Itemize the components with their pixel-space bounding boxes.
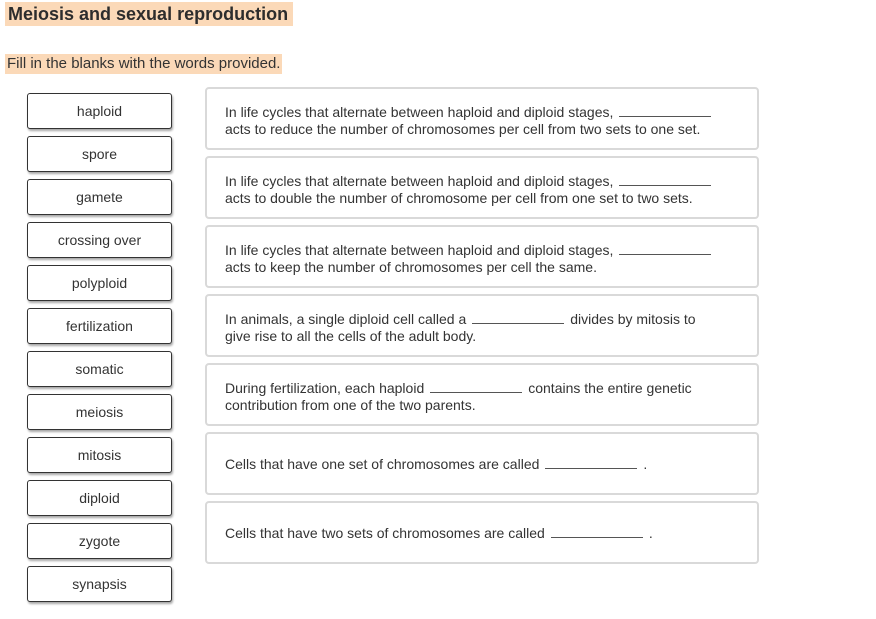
question-text-line2: acts to double the number of chromosome per cell from one set to two sets. [225,190,693,206]
answer-blank[interactable] [545,455,637,469]
question-text [225,434,717,493]
question-text [225,172,717,207]
question-text-line2: contribution from one of the two parents. [225,397,476,413]
word-tile-gamete[interactable]: gamete [27,179,172,215]
question-text [225,103,717,138]
question-text-before-blank: In life cycles that alternate between haploid and diploid stages, [225,104,614,120]
question-card [205,156,759,219]
question-text [225,503,717,562]
answer-blank[interactable] [430,379,522,393]
answer-blank[interactable] [619,172,711,186]
question-card [205,225,759,288]
question-text-before-blank: In animals, a single diploid cell called a [225,311,467,327]
question-text [225,379,717,414]
question-text [225,310,717,345]
word-tile-mitosis[interactable]: mitosis [27,437,172,473]
question-text-after-blank: . [648,524,653,541]
page-title: Meiosis and sexual reproduction [5,2,293,26]
answer-blank[interactable] [619,241,711,255]
answer-blank[interactable] [472,310,564,324]
question-text-line2: acts to reduce the number of chromosomes per cell from two sets to one set. [225,121,701,137]
word-tile-polyploid[interactable]: polyploid [27,265,172,301]
word-tile-diploid[interactable]: diploid [27,480,172,516]
answer-blank[interactable] [551,524,643,538]
question-text-line2: acts to keep the number of chromosomes per cell the same. [225,259,597,275]
question-text-line2: give rise to all the cells of the adult body. [225,328,477,344]
word-tile-haploid[interactable]: haploid [27,93,172,129]
word-tile-spore[interactable]: spore [27,136,172,172]
question-text [225,241,717,276]
word-tile-crossing-over[interactable]: crossing over [27,222,172,258]
question-card [205,294,759,357]
question-text-before-blank: Cells that have one set of chromosomes are called [225,455,540,472]
question-text-before-blank: During fertilization, each haploid [225,380,425,396]
question-text-before-blank: In life cycles that alternate between haploid and diploid stages, [225,242,614,258]
question-text-after-blank: . [643,455,648,472]
question-card [205,363,759,426]
question-text-after-blank: contains the entire genetic [528,380,692,396]
word-tile-synapsis[interactable]: synapsis [27,566,172,602]
question-text-before-blank: Cells that have two sets of chromosomes are called [225,524,545,541]
word-tile-meiosis[interactable]: meiosis [27,394,172,430]
answer-blank[interactable] [619,103,711,117]
question-text-before-blank: In life cycles that alternate between haploid and diploid stages, [225,173,614,189]
question-card [205,432,759,495]
instructions: Fill in the blanks with the words provided. [7,55,281,72]
question-text-after-blank: divides by mitosis to [570,311,696,327]
word-tile-zygote[interactable]: zygote [27,523,172,559]
word-tile-somatic[interactable]: somatic [27,351,172,387]
question-card [205,87,759,150]
question-card [205,501,759,564]
word-tile-fertilization[interactable]: fertilization [27,308,172,344]
